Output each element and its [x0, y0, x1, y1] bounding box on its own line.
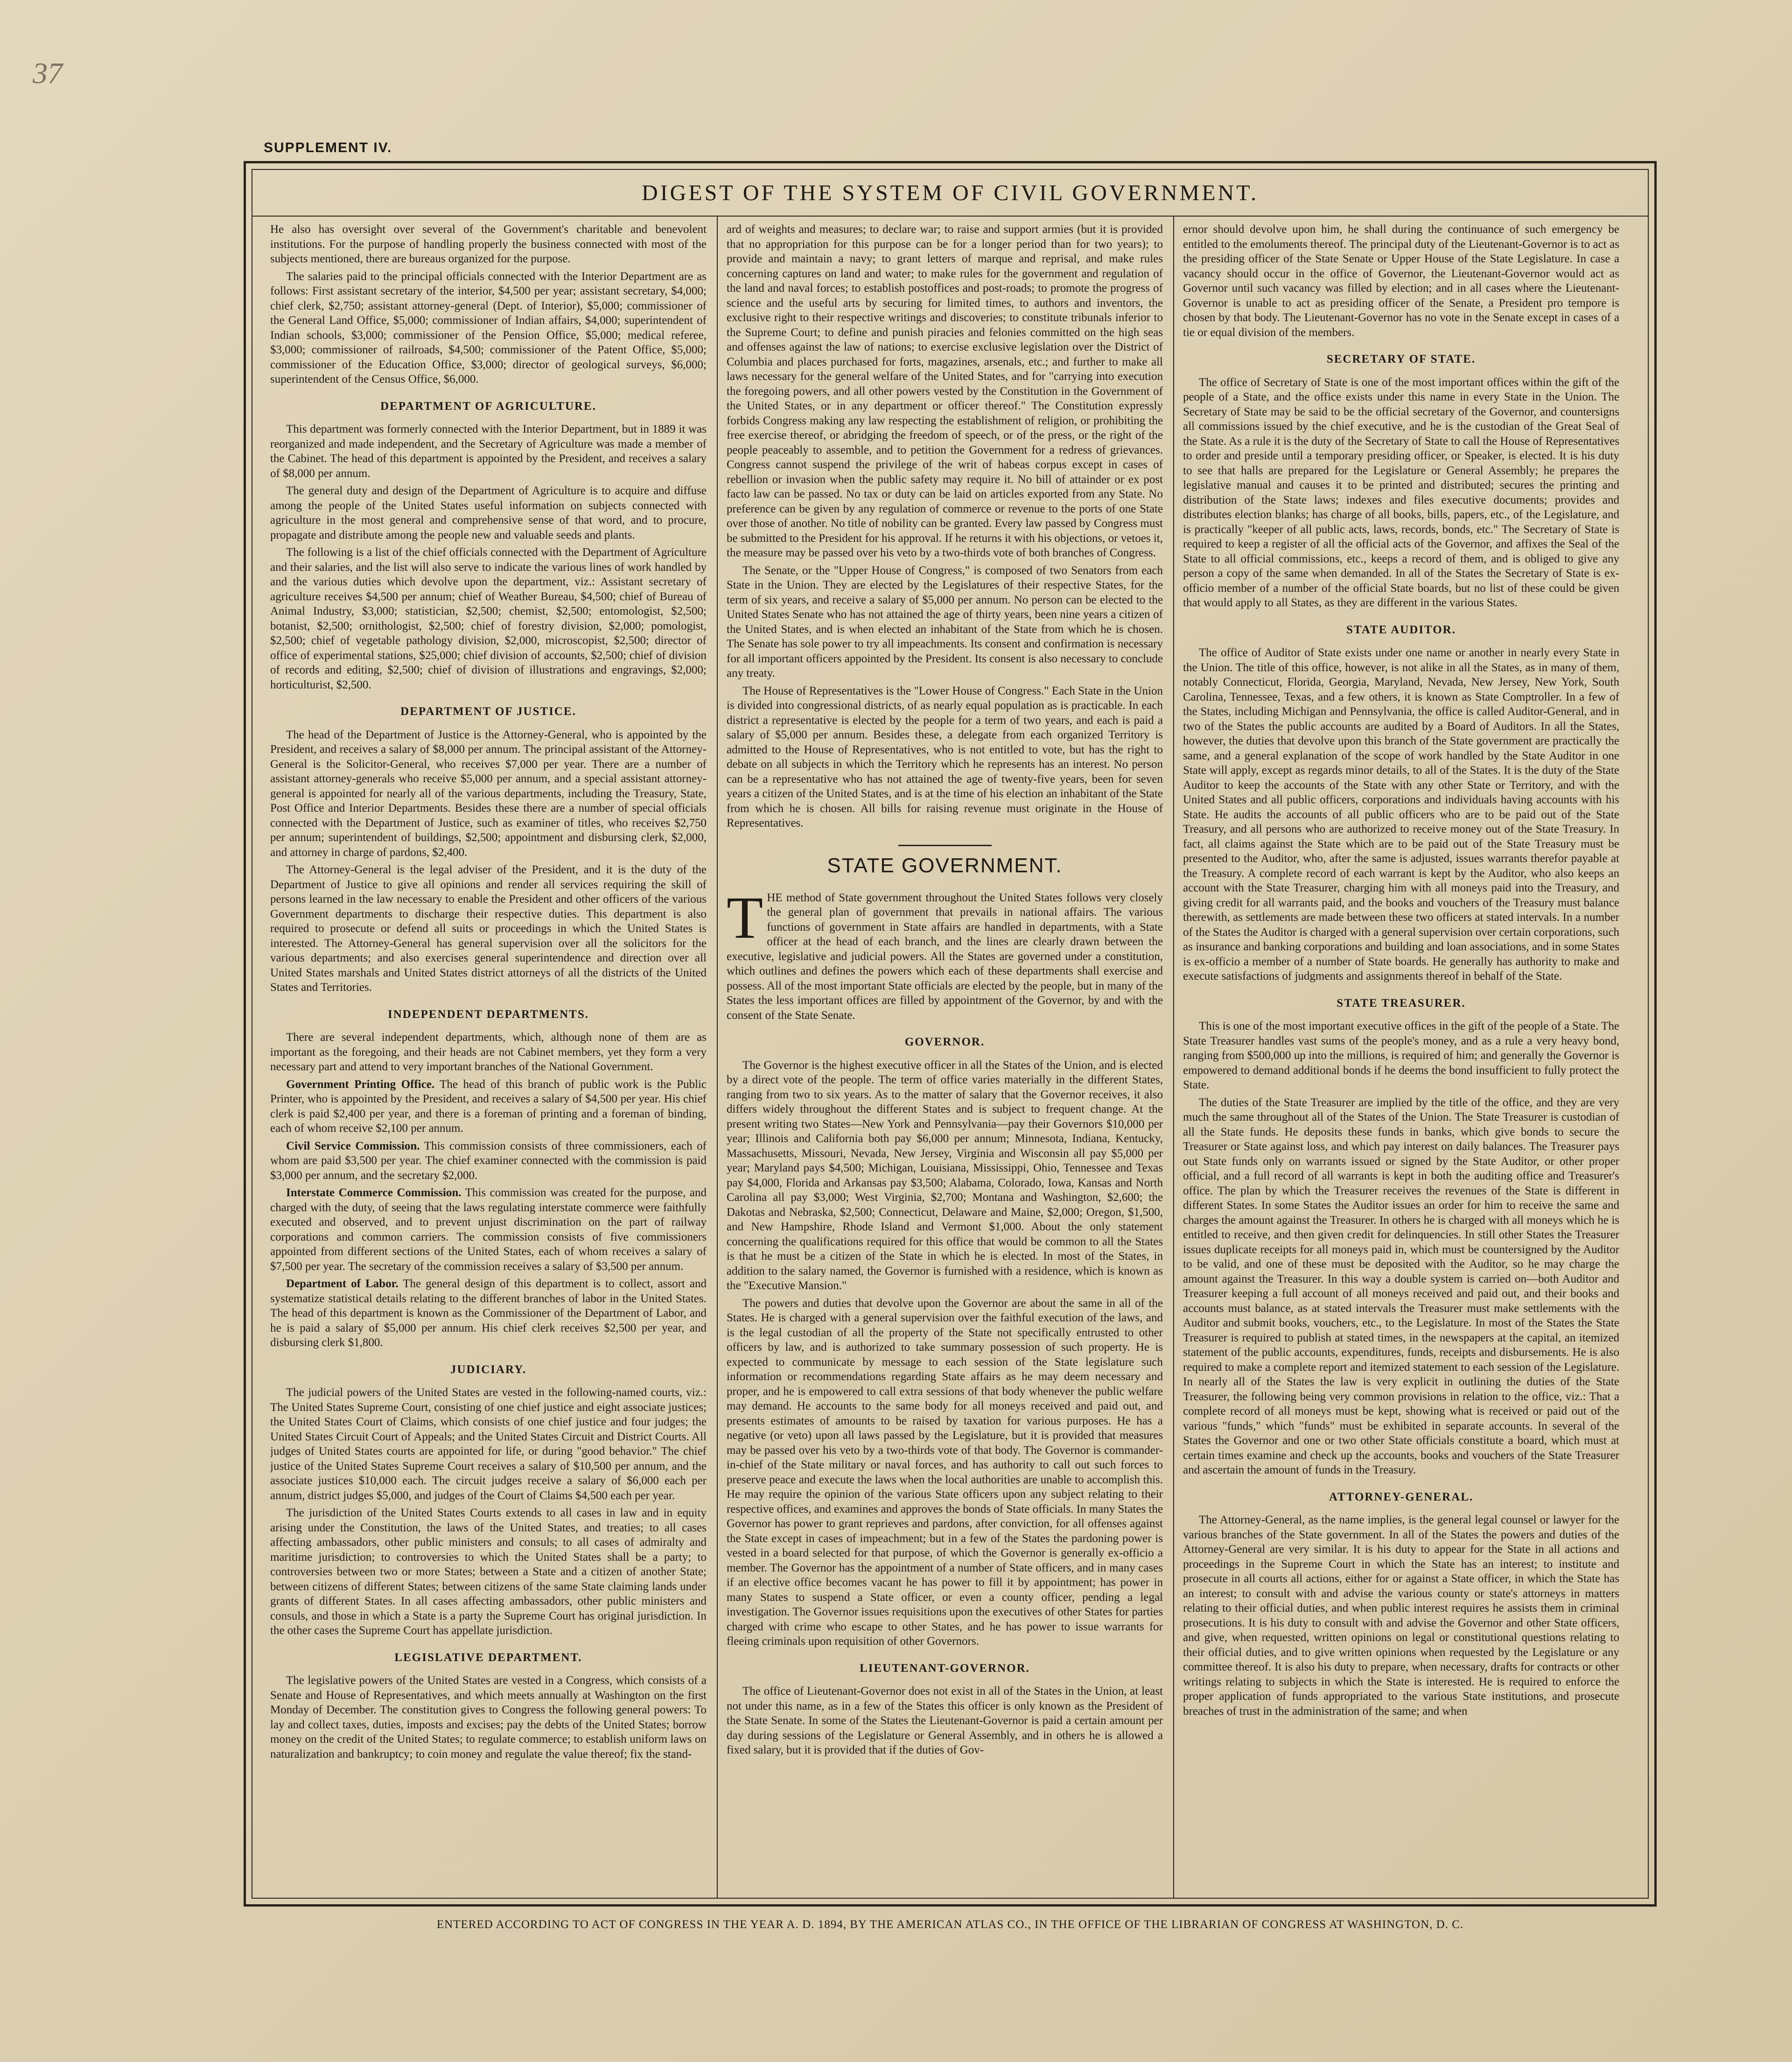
section-heading-attorney-general: ATTORNEY-GENERAL.: [1329, 1490, 1474, 1503]
paragraph: The office of Secretary of State is one of the most important offices within the gift of the people of a State, and the office exists under this name in every State in the Union. The Secretary of State may be said to be the official secretary of the Governor, and countersigns all commissions issued by the chief executive, and he is the custodian of the Great Seal of the State. As a rule it is the duty of the Secretary of State to call the House of Representatives to order and preside until a temporary presiding officer, or Speaker, is elected. It is his duty to see that halls are prepared for the Legislature or General Assembly; he prepares the legislative manual and causes it to be printed and distributed; secures the printing and distribution of the State laws; indexes and files executive documents; provides and distributes election blanks; has charge of all books, bills, papers, etc., of the Legislature, and is practically "keeper of all public acts, laws, records, bonds, etc." The Secretary of State is required to keep a register of all the official acts of the Governor, and affixes the Seal of the State to all official commissions, etc., keeps a record of them, and is obliged to give any person a copy of the same when demanded. In all of the States the Secretary of State is ex-officio member of a number of the official State boards, but no list of these could be given that would apply to all States, as they are different in the various States.: [1183, 376, 1619, 609]
paragraph-dropcap: [727, 884, 1163, 1023]
paragraph: The Attorney-General, as the name implies, is the general legal counsel or lawyer for the various branches of the State government. In all of the States the powers and duties of the Attorney-General are very similar. It is his duty to appear for the State in all actions and proceedings in the Supreme Court in which the State has an interest; to institute and prosecute in all courts all actions, either for or against a State officer, in which the State has an interest; to consult with and advise the various county or state's attorneys in matters relating to their official duties, and when public interest requires he assists them in criminal prosecutions. It is his duty to consult with and advise the Governor and other State officers, and give, when requested, written opinions on legal or constitutional questions relating to their official duties, and to give written opinions when requested by the Legislature or any committee thereof. It is also his duty to prepare, when necessary, drafts for contracts or other writings relating to subjects in which the State is interested. He is required to enforce the proper application of funds appropriated to the various State institutions, and prosecute breaches of trust in the administration of the same; and when: [1183, 1514, 1619, 1718]
column-3: [1183, 222, 1619, 1890]
paragraph: The head of the Department of Justice is the Attorney-General, who is appointed by the President, and receives a salary of $8,000 per annum. The principal assistant of the Attorney-General is the Solicitor-General, who receives $7,000 per year. There are a number of assistant attorney-generals who receive $5,000 per annum, and a special assistant attorney-general is appointed for nearly all of the various departments, including the Treasury, State, Post Office and Interior Departments. Besides these there are a number of special officials connected with the Department of Justice, such as examiner of titles, who receives $2,750 per annum; superintendent of buildings, $2,500; appointment and disbursing clerk, $2,000, and attorney in charge of pardons, $2,400.: [270, 728, 707, 859]
run-in-label: Department of Labor.: [286, 1277, 399, 1290]
drop-cap: T: [727, 884, 763, 951]
paragraph: ernor should devolve upon him, he shall during the continuance of such emergency be entitled to the emoluments thereof. The principal duty of the Lieutenant-Governor is to act as the presiding officer of the State Senate or Upper House of the State Legislature. In case a vacancy should occur in the office of Governor, the Lieutenant-Governor would act as Governor until such vacancy was filled by election; and in all cases where the Lieutenant-Governor is unable to act as presiding officer of the Senate, a President pro tempore is chosen by that body. The Lieutenant-Governor has no vote in the Senate except in cases of a tie or equal division of the members.: [1183, 223, 1619, 339]
run-in-label: Interstate Commerce Commission.: [286, 1186, 462, 1199]
title-rule: [252, 216, 1648, 217]
paragraph: He also has oversight over several of the Government's charitable and benevolent institutions. For the purpose of handling properly the business connected with most of the subjects mentioned, there are bureaus organized for the purpose.: [270, 223, 707, 265]
run-in-text: This commission was created for the purpose, and charged with the duty, of seeing that the laws regulating interstate commerce were faithfully executed and observed, and to prevent unjust discrimination on the part of railway corporations and common carriers. The commission consists of five commissioners appointed from different sections of the United States, each of whom receives a salary of $7,500 per year. The secretary of the commission receives a salary of $3,500 per annum.: [270, 1186, 707, 1273]
section-heading-secretary-of-state: SECRETARY OF STATE.: [1326, 353, 1476, 365]
section-heading-legislative: LEGISLATIVE DEPARTMENT.: [394, 1651, 582, 1664]
paragraph: The powers and duties that devolve upon the Governor are about the same in all of the States. He is charged with a general supervision over the faithful execution of the laws, and is the legal custodian of all the property of the State not specifically entrusted to other officers by law, and is authorized to take summary possession of such property. He is expected to communicate by message to each session of the State legislature such information or recommendations regarding State affairs as he may deem necessary and proper, and he is empowered to call extra sessions of that body whenever the public welfare may demand. He accounts to the same body for all moneys received and paid out, and presents estimates of amounts to be raised by taxation for various purposes. He has a negative (or veto) upon all laws passed by the Legislature, but it is provided that measures may be passed over his veto by a two-thirds vote of that body. The Governor is commander-in-chief of the State military or naval forces, and has authority to call out such forces to preserve peace and execute the laws when the local authorities are unable to accomplish this. He may require the opinion of the various State officers upon any subject relating to their respective offices, and examines and approves the bonds of State officials. In many States the Governor has power to grant reprieves and pardons, after conviction, for all offenses against the State except in cases of impeachment; but in a few of the States the pardoning power is vested in a board selected for that purpose, of which the Governor is generally ex-officio a member. The Governor has the appointment of a number of State officers, and in many cases if an elective office becomes vacant he has power to fill it by appointment; has power in many States to suspend a State officer, or even a county officer, pending a legal investigation. The Governor issues requisitions upon the executives of other States for parties charged with crime who escape to other States, and he has power to issue warrants for fleeing criminals upon requisition of other Governors.: [727, 1297, 1163, 1648]
corner-mark: 37: [33, 56, 63, 90]
paragraph: The judicial powers of the United States are vested in the following-named courts, viz.: The United States Supreme Court, consisting of one chief justice and eight associate justices; the United States Court of Claims, which consists of one chief justice and four judges; the United States Circuit Court of Appeals; and the United States Circuit and District Courts. All judges of United States courts are appointed for life, or during "good behavior." The chief justice of the United States Supreme Court receives a salary of $10,500 per annum, and the associate justices $10,000 each. The circuit judges receive a salary of $6,000 each per annum, district judges $5,000, and judges of the Court of Claims $4,500 each per year.: [270, 1386, 707, 1502]
paragraph-text: HE method of State government throughout the United States follows very closely the general plan of government that prevails in national affairs. The various functions of government in State affairs are handled in departments, with a State officer at the head of each branch, and the lines are clearly drawn between the executive, legislative and judicial powers. All the States are governed under a constitution, which outlines and defines the powers which each of these departments shall exercise and possess. All of the most important State officials are elected by the people, but in many of the States the less important offices are filled by appointment of the Governor, by and with the consent of the State Senate.: [727, 891, 1163, 1022]
paragraph: The Senate, or the "Upper House of Congress," is composed of two Senators from each State in the Union. They are elected by the Legislatures of their respective States, for the term of six years, and receive a salary of $5,000 per annum. No person can be elected to the United States Senate who has not attained the age of thirty years, been nine years a citizen of the United States, and is when elected an inhabitant of the State from which he is chosen. The Senate has sole power to try all impeachments. Its consent and confirmation is necessary for all important officers appointed by the President. Its consent is also necessary to conclude any treaty.: [727, 564, 1163, 680]
section-heading-independent: INDEPENDENT DEPARTMENTS.: [388, 1008, 589, 1021]
content-frame: [244, 161, 1657, 1907]
paragraph: ard of weights and measures; to declare war; to raise and support armies (but it is provided that no appropriation for this purpose can be for a longer period than for two years); to provide and maintain a navy; to grant letters of marque and reprisal, and make rules concerning captures on land and water; to make rules for the government and regulation of the land and naval forces; to establish postoffices and post-roads; to promote the progress of science and the useful arts by securing for limited times, to authors and inventors, the exclusive right to their respective writings and discoveries; to constitute tribunals inferior to the Supreme Court; to define and punish piracies and felonies committed on the high seas and offenses against the law of nations; to exercise exclusive legislation over the District of Columbia and places purchased for forts, magazines, arsenals, etc.; and further to make all laws necessary for the general welfare of the United States, and for "carrying into execution the foregoing powers, and all other powers vested by the Constitution in the Government of the United States, or in any department or officer thereof." The Constitution expressly forbids Congress making any law respecting the establishment of religion, or prohibiting the free exercise thereof, or abridging the freedom of speech, or of the press, or the right of the people peaceably to assemble, and to petition the Government for a redress of grievances. Congress cannot suspend the privilege of the writ of habeas corpus except in cases of rebellion or invasion when the public safety may require it. No bill of attainder or ex post facto law can be passed. No tax or duty can be laid on articles exported from any State. No preference can be given by any regulation of commerce or revenue to the ports of one State over those of another. No title of nobility can be granted. Every law passed by Congress must be submitted to the President for his approval. If he returns it with his objections, or vetoes it, the measure may be passed over his veto by a two-thirds vote of both branches of Congress.: [727, 223, 1163, 559]
content-frame-inner: [252, 169, 1649, 1899]
paragraph: The legislative powers of the United States are vested in a Congress, which consists of a Senate and House of Representatives, and which meets annually at Washington on the first Monday of December. The constitution gives to Congress the following general powers: To lay and collect taxes, duties, imposts and excises; pay the debts of the United States; borrow money on the credit of the United States; to regulate commerce; to establish uniform laws on naturalization and bankruptcy; to coin money and regulate the value thereof; fix the stand-: [270, 1674, 707, 1760]
column-divider-2: [1173, 217, 1174, 1898]
run-in-label: Government Printing Office.: [286, 1078, 435, 1091]
section-heading-lieutenant-governor: LIEUTENANT-GOVERNOR.: [860, 1662, 1030, 1675]
paragraph: The office of Auditor of State exists under one name or another in nearly every State in the Union. The title of this office, however, is not alike in all the States, as in many of them, notably Connecticut, Florida, Georgia, Maryland, Nevada, New Jersey, New York, South Carolina, Tennessee, Texas, and a few others, it is known as State Comptroller. In a few of the States, including Michigan and Pennsylvania, the office is called Auditor-General, and in two of the States the public accounts are audited by a Board of Auditors. In all the States, however, the duties that devolve upon this branch of the State government are practically the same, and a general explanation of the scope of work handled by the State Auditor in one State will apply, except as regards minor details, to all of the States. It is the duty of the State Auditor to keep the accounts of the State with any other State or Territory, and with the United States and all public officers, corporations and individuals having accounts with his State. He audits the accounts of all public officers who are to be paid out of the State Treasury, and all persons who are authorized to receive money out of the State Treasury. In fact, all claims against the State which are to be paid out of the State Treasury must be presented to the Auditor, who, after the same is adjusted, issues warrants therefor payable at the Treasury. A complete record of each warrant is kept by the Auditor, who also keeps an account with the State Treasurer, charging him with all moneys paid into the Treasury, and giving credit for all warrants paid, and the books and vouchers of the Treasury must balance therewith, as settlements are made between these two officers at stated intervals. In a number of the States the Auditor is charged with a general supervision over certain corporations, such as insurance and banking corporations and building and loan associations, and in some States is ex-officio a member of a number of State boards. He generally has authority to make and execute satisfactions of judgments and assignments thereof in behalf of the State.: [1183, 646, 1619, 982]
section-heading-agriculture: DEPARTMENT OF AGRICULTURE.: [380, 400, 596, 413]
paragraph: The general duty and design of the Department of Agriculture is to acquire and diffuse among the people of the United States useful information on subjects connected with agriculture in the most general and comprehensive sense of that word, and to procure, propagate and distribute among the people new and valuable seeds and plants.: [270, 484, 707, 541]
paragraph: There are several independent departments, which, although none of them are as important as the foregoing, and their heads are not Cabinet members, yet they form a very necessary part and attend to very important branches of the National Government.: [270, 1031, 707, 1073]
section-heading-judiciary: JUDICIARY.: [450, 1363, 527, 1376]
run-in-text: The general design of this department is to collect, assort and systematize statistical details relating to the different branches of labor in the United States. The head of this department is known as the Commissioner of the Department of Labor, and he is paid a salary of $5,000 per annum. His chief clerk receives $2,500 per year, and disbursing clerk $1,800.: [270, 1277, 707, 1349]
paragraph-csc: [270, 1139, 707, 1183]
paragraph: The duties of the State Treasurer are implied by the title of the office, and they are very much the same throughout all of the States of the Union. The State Treasurer is custodian of all the State funds. He deposits these funds in banks, which give bonds to secure the Treasurer or State against loss, and which pay interest on daily balances. The Treasurer pays out State funds only on warrants issued or signed by the State Auditor, or other proper official, and a full record of all warrants is kept in both the auditing office and Treasurer's office. The plan by which the Treasurer receives the revenues of the State is different in different States. In some States the Auditor issues an order for him to receive the same and charges the amount against the Treasurer. In others he is charged with all moneys which he is entitled to receive, and then given credit for delinquencies. In still other States the Treasurer issues duplicate receipts for all moneys paid in, which must be countersigned by the Auditor to be valid, and one of these must be deposited with the Auditor, so he may charge the amount against the Treasurer. In this way a double system is carried on—both Auditor and Treasurer keeping a full account of all moneys received and paid out, and their books and accounts must balance, as at stated intervals the Treasurer must make settlements with the Auditor and submit books, vouchers, etc., to the Legislature. In most of the States the State Treasurer is required to publish at stated times, in the newspapers at the capital, an itemized statement of the public accounts, expenditures, funds, receipts and disbursements. He is also required to make a complete report and itemized statement to each session of the Legislature. In nearly all of the States the law is very explicit in outlining the duties of the State Treasurer, the following being very common provisions in relation to the office, viz.: That a complete record of all moneys must be kept, showing what is received or paid out of the various "funds," which "funds" must be exhibited in separate accounts. In several of the States the Governor and one or two other State officials constitute a board, which must at certain times examine and check up the accounts, books and vouchers of the State Treasurer and ascertain the amount of funds in the Treasury.: [1183, 1096, 1619, 1476]
paragraph: The House of Representatives is the "Lower House of Congress." Each State in the Union is divided into congressional districts, of as nearly equal population as is practicable. In each district a representative is elected by the people for a term of two years, and each is paid a salary of $5,000 per annum. Besides these, a delegate from each organized Territory is admitted to the House of Representatives, who is not entitled to vote, but has the right to debate on all subjects in which the Territory which he represents has an interest. No person can be a representative who has not attained the age of twenty-five years, been for seven years a citizen of the United States, and is at the time of his election an inhabitant of the State from which he is chosen. All bills for raising revenue must originate in the House of Representatives.: [727, 684, 1163, 829]
paragraph-labor: [270, 1276, 707, 1350]
paragraph: The office of Lieutenant-Governor does not exist in all of the States in the Union, at least not under this name, as in a few of the States this officer is only known as the President of the State Senate. In some of the States the Lieutenant-Governor is paid a certain amount per day during sessions of the Legislature or General Assembly, and in others he is allowed a fixed salary, but it is provided that if the duties of Gov-: [727, 1685, 1163, 1757]
copyright-footer: ENTERED ACCORDING TO ACT OF CONGRESS IN THE YEAR A. D. 1894, BY THE AMERICAN ATLAS CO., IN THE OFFICE OF THE LIBRARIAN OF CONGRESS AT WASHINGTON, D. C.: [436, 1918, 1464, 1931]
column-divider-1: [717, 217, 718, 1898]
page-title: DIGEST OF THE SYSTEM OF CIVIL GOVERNMENT.: [642, 181, 1259, 205]
paragraph: This department was formerly connected with the Interior Department, but in 1889 it was reorganized and made independent, and the Secretary of Agriculture was made a member of the Cabinet. The head of this department is appointed by the President, and receives a salary of $8,000 per annum.: [270, 423, 707, 480]
column-1: [270, 222, 707, 1890]
section-heading-state-treasurer: STATE TREASURER.: [1337, 996, 1466, 1010]
paragraph: The Governor is the highest executive officer in all the States of the Union, and is elected by a direct vote of the people. The term of office varies materially in the different States, ranging from two to six years. As to the matter of salary that the Governor receives, it also differs widely throughout the different States and is subject to frequent change. At the present writing two States—New York and Pennsylvania—pay their Governors $10,000 per year; Illinois and California both pay $6,000 per annum; Minnesota, Indiana, Kentucky, Massachusetts, Missouri, Nevada, New Jersey, Virginia and Wisconsin all pay $5,000 per year; Maryland pays $4,500; Michigan, Louisiana, Mississippi, Ohio, Tennessee and Texas pay $4,000, Florida and Arkansas pay $3,500; Alabama, Colorado, Iowa, Kansas and North Carolina all pay $3,000; West Virginia, $2,700; Montana and Washington, $2,600; the Dakotas and Nebraska, $2,500; Connecticut, Delaware and Maine, $2,000; Oregon, $1,500, and New Hampshire, Rhode Island and Vermont $1,000. About the only statement concerning the qualifications required for this office that would be common to all the States is that he must be a citizen of the State in which he is elected. In most of the States, in addition to the salary named, the Governor is furnished with a residence, which is known as the "Executive Mansion.": [727, 1059, 1163, 1292]
paragraph: The salaries paid to the principal officials connected with the Interior Department are as follows: First assistant secretary of the interior, $4,500 per year; assistant secretary, $4,000; chief clerk, $2,750; assistant attorney-general (Dept. of Interior), $5,000; commissioner of the General Land Office, $5,000; commissioner of Indian affairs, $4,000; superintendent of Indian schools, $3,000; commissioner of the Pension Office, $5,000; medical referee, $3,000; commissioner of railroads, $4,500; commissioner of the Patent Office, $5,000; commissioner of the Education Office, $3,000; director of geological surveys, $6,000; superintendent of the Census Office, $6,000.: [270, 270, 707, 386]
run-in-label: Civil Service Commission.: [286, 1139, 420, 1152]
paragraph: The following is a list of the chief officials connected with the Department of Agriculture and their salaries, and the list will also serve to indicate the various lines of work handled by and the various duties which devolve upon the department, viz.: Assistant secretary of agriculture receives $4,500 per annum; chief of Weather Bureau, $4,500; chief of Bureau of Animal Industry, $3,000; statistician, $2,500; chemist, $2,500; entomologist, $2,500; botanist, $2,500; ornithologist, $2,500; chief of forestry division, $2,000; pomologist, $2,500; chief of vegetable pathology division, $2,000, microscopist, $2,500; director of office of experimental stations, $25,000; chief division of accounts, $2,500; chief of division of records and editing, $2,500; chief of division of illustrations and engravings, $2,000; horticulturist, $2,500.: [270, 546, 707, 691]
paragraph: This is one of the most important executive offices in the gift of the people of a State. The State Treasurer handles vast sums of the people's money, and as a rule a very heavy bond, ranging from $500,000 up into the millions, is required of him; and generally the Governor is empowered to demand additional bonds if he deems the bond insufficient to fully protect the State.: [1183, 1020, 1619, 1091]
run-in-text: The head of this branch of public work is the Public Printer, who is appointed by the President, and receives a salary of $4,500 per year. His chief clerk is paid $2,400 per year, and there is a foreman of printing and a foreman of binding, each of whom receive $2,100 per annum.: [270, 1078, 707, 1135]
section-heading-governor: GOVERNOR.: [904, 1036, 985, 1049]
section-title-state-government: STATE GOVERNMENT.: [827, 854, 1063, 877]
column-2: [727, 222, 1163, 1890]
paragraph-icc: [270, 1185, 707, 1274]
run-in-text: This commission consists of three commissioners, each of whom are paid $3,500 per year. The chief examiner connected with the commission is paid $3,000 per annum, and the secretary $2,000.: [270, 1139, 707, 1182]
supplement-label: SUPPLEMENT IV.: [264, 140, 392, 155]
section-heading-state-auditor: STATE AUDITOR.: [1346, 623, 1456, 636]
section-rule: [898, 845, 992, 846]
paragraph: The Attorney-General is the legal adviser of the President, and it is the duty of the Department of Justice to give all opinions and render all services requiring the skill of persons learned in the law necessary to enable the President and other officers of the various Government departments to discharge their respective duties. This department is also required to prosecute or defend all suits or proceedings in which the United States is interested. The Attorney-General has general supervision over all the solicitors for the various departments; and also exercises general superintendence and direction over all United States marshals and United States district attorneys of all the districts of the United States and Territories.: [270, 863, 707, 994]
paragraph: The jurisdiction of the United States Courts extends to all cases in law and in equity arising under the Constitution, the laws of the United States, and treaties; to all cases affecting ambassadors, other public ministers and consuls; to all cases of admiralty and maritime jurisdiction; to controversies to which the United States shall be a party; to controversies between two or more States; between a State and a citizen of another State; between citizens of different States; between citizens of the same State claiming lands under grants of different States. In all cases affecting ambassadors, other public ministers and consuls, and those in which a State is a party the Supreme Court has original jurisdiction. In the other cases the Supreme Court has appellate jurisdiction.: [270, 1507, 707, 1637]
paragraph-gpo: [270, 1077, 707, 1136]
section-heading-justice: DEPARTMENT OF JUSTICE.: [400, 705, 576, 718]
